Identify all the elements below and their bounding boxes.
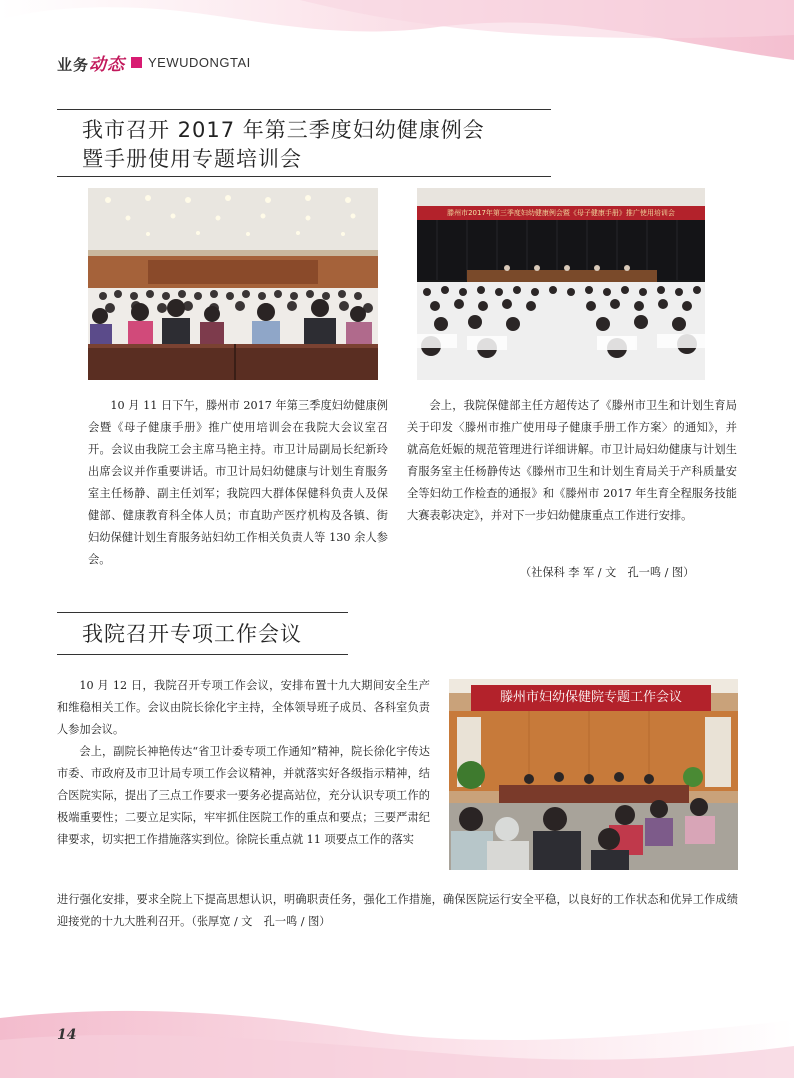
section-title-en: YEWUDONGTAI: [148, 55, 251, 70]
article2-photo-banner-text: 滕州市妇幼保健院专题工作会议: [499, 690, 682, 705]
section-header: [57, 50, 251, 75]
article2-paragraph-3: 进行强化安排，要求全院上下提高思想认识，明确职责任务，强化工作措施，确保医院运行安全平稳，以良好的工作状态和优异工作成绩迎接党的十九大胜利召开。（张厚宽 / 文 孔一鸣 / 图）: [57, 893, 738, 928]
article1-paragraph-col2: 会上，我院保健部主任方超传达了《滕州市卫生和计划生育局关于印发〈滕州市推广使用母子健康手册工作方案〉的通知》，并就高危妊娠的规范管理进行详细讲解。市卫计局妇幼健康与计划生育服务室主任杨静传达《滕州市卫生和计划生育局关于产科质量安全等妇幼工作检查的通报》和《滕州市 2017 年生育全程服务技能大赛表彰决定》，并对下一步妇幼健康重点工作进行安排。: [407, 399, 737, 522]
article1-photo-stage: [417, 188, 705, 380]
article1-credit: （社保科 李 军 / 文 孔一鸣 / 图）: [520, 566, 695, 579]
article2-photo-meeting: [449, 679, 738, 870]
article2-paragraph-1: 10 月 12 日，我院召开专项工作会议，安排布置十九大期间安全生产和维稳相关工作。会议由院长徐化宇主持，全体领导班子成员、各科室负责人参加会议。: [57, 679, 430, 736]
article1-bottom-rule: [57, 176, 551, 177]
article2-title: 我院召开专项工作会议: [82, 622, 302, 646]
article1-photo-audience: [88, 188, 378, 380]
bottom-decorative-wave: [0, 1000, 794, 1078]
article1-title: [82, 116, 485, 174]
article2-top-rule: [57, 612, 348, 613]
article1-paragraph-col1: 10 月 11 日下午，滕州市 2017 年第三季度妇幼健康例会暨《母子健康手册》推广使用培训会在我院大会议室召开。会议由我院工会主席马艳主持。市卫计局副局长纪新玲出席会议并作重要讲话。市卫计局妇幼健康与计划生育服务室主任杨静、副主任刘军；我院四大群体保健科负责人及保健部、健康教育科全体人员；市直助产医疗机构及各镇、街妇幼保健计划生育服务站妇幼工作相关负责人等 130 余人参会。: [88, 399, 388, 566]
article1-top-rule: [57, 109, 551, 110]
section-title-cn: 业务动态: [57, 55, 126, 75]
article1-title-line1: 我市召开 2017 年第三季度妇幼健康例会: [82, 118, 485, 142]
article1-photo-banner-text: 滕州市2017年第三季度妇幼健康例会暨《母子健康手册》推广使用培训会: [447, 209, 675, 217]
article2-bottom-rule: [57, 654, 348, 655]
article2-paragraph-2: 会上，副院长神艳传达“省卫计委专项工作通知”精神，院长徐化宇传达市委、市政府及市卫计局专项工作会议精神，并就落实好各级指示精神，结合医院实际，提出了三点工作要求一要务必提高站位，充分认识专项工作的极端重要性；二要立足实际，牢牢抓住医院工作的重点和要点；三要严肃纪律要求，切实把工作措施落实到位。徐院长重点就 11 项要点工作的落实: [57, 745, 430, 846]
page-number: 14: [57, 1027, 77, 1043]
square-icon: [131, 57, 142, 68]
article1-title-line2: 暨手册使用专题培训会: [82, 147, 302, 171]
